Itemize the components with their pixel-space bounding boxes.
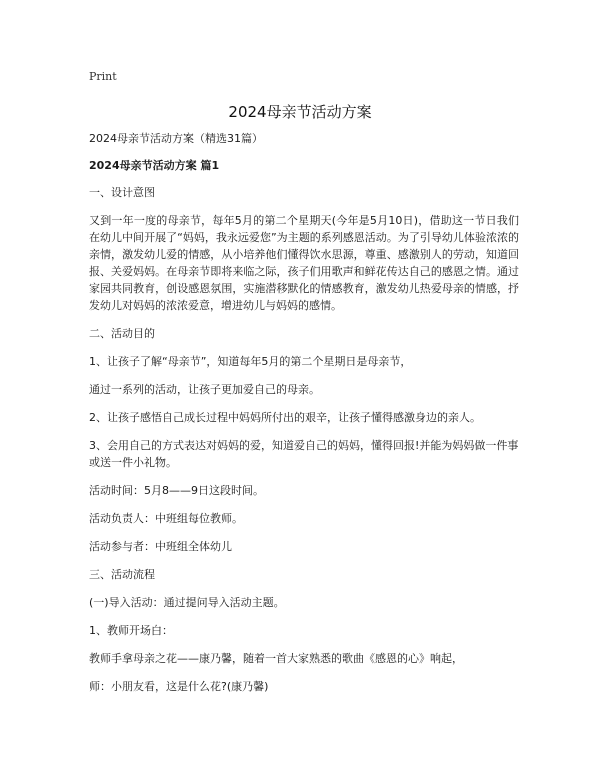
print-label: Print	[89, 70, 117, 83]
paragraph: 1、让孩子了解“母亲节”，知道每年5月的第二个星期日是母亲节，	[89, 355, 412, 368]
paragraph: 二、活动目的	[89, 327, 155, 340]
paragraph: 1、教师开场白：	[89, 624, 173, 637]
paragraph: (一)导入活动：通过提问导入活动主题。	[89, 596, 285, 609]
paragraph: 活动负责人：中班组每位教师。	[89, 512, 243, 525]
paragraph: 活动时间：5月8——9日这段时间。	[89, 484, 264, 497]
document-subtitle: 2024母亲节活动方案（精选31篇）	[89, 132, 263, 145]
paragraph: 通过一系列的活动，让孩子更加爱自己的母亲。	[89, 383, 320, 396]
paragraph: 教师手拿母亲之花——康乃馨，随着一首大家熟悉的歌曲《感恩的心》响起，	[89, 652, 463, 665]
paragraph: 师：小朋友看，这是什么花?(康乃馨)	[89, 680, 269, 693]
section-heading: 2024母亲节活动方案 篇1	[89, 159, 220, 172]
paragraph: 一、设计意图	[89, 186, 155, 199]
document-body	[89, 130, 519, 706]
paragraph: 3、会用自己的方式表达对妈妈的爱，知道爱自己的妈妈，懂得回报!并能为妈妈做一件事或送一件小礼物。	[89, 439, 519, 469]
document-title: 2024母亲节活动方案	[228, 103, 372, 121]
paragraph: 又到一年一度的母亲节，每年5月的第二个星期天(今年是5月10日)，借助这一节日我们在幼儿中间开展了“妈妈，我永远爱您”为主题的系列感恩活动。为了引导幼儿体验浓浓的亲情，激发幼儿爱的情感，从小培养他们懂得饮水思源，尊重、感激别人的劳动，知道回报、关爱妈妈。在母亲节即将来临之际，孩子们用歌声和鲜花传达自己的感恩之情。通过家园共同教育，创设感恩氛围，实施潜移默化的情感教育，激发幼儿热爱母亲的情感，抒发幼儿对妈妈的浓浓爱意，增进幼儿与妈妈的感情。	[89, 214, 519, 312]
paragraph: 三、活动流程	[89, 568, 155, 581]
paragraph: 2、让孩子感悟自己成长过程中妈妈所付出的艰辛，让孩子懂得感激身边的亲人。	[89, 411, 481, 424]
paragraph: 活动参与者：中班组全体幼儿	[89, 540, 232, 553]
